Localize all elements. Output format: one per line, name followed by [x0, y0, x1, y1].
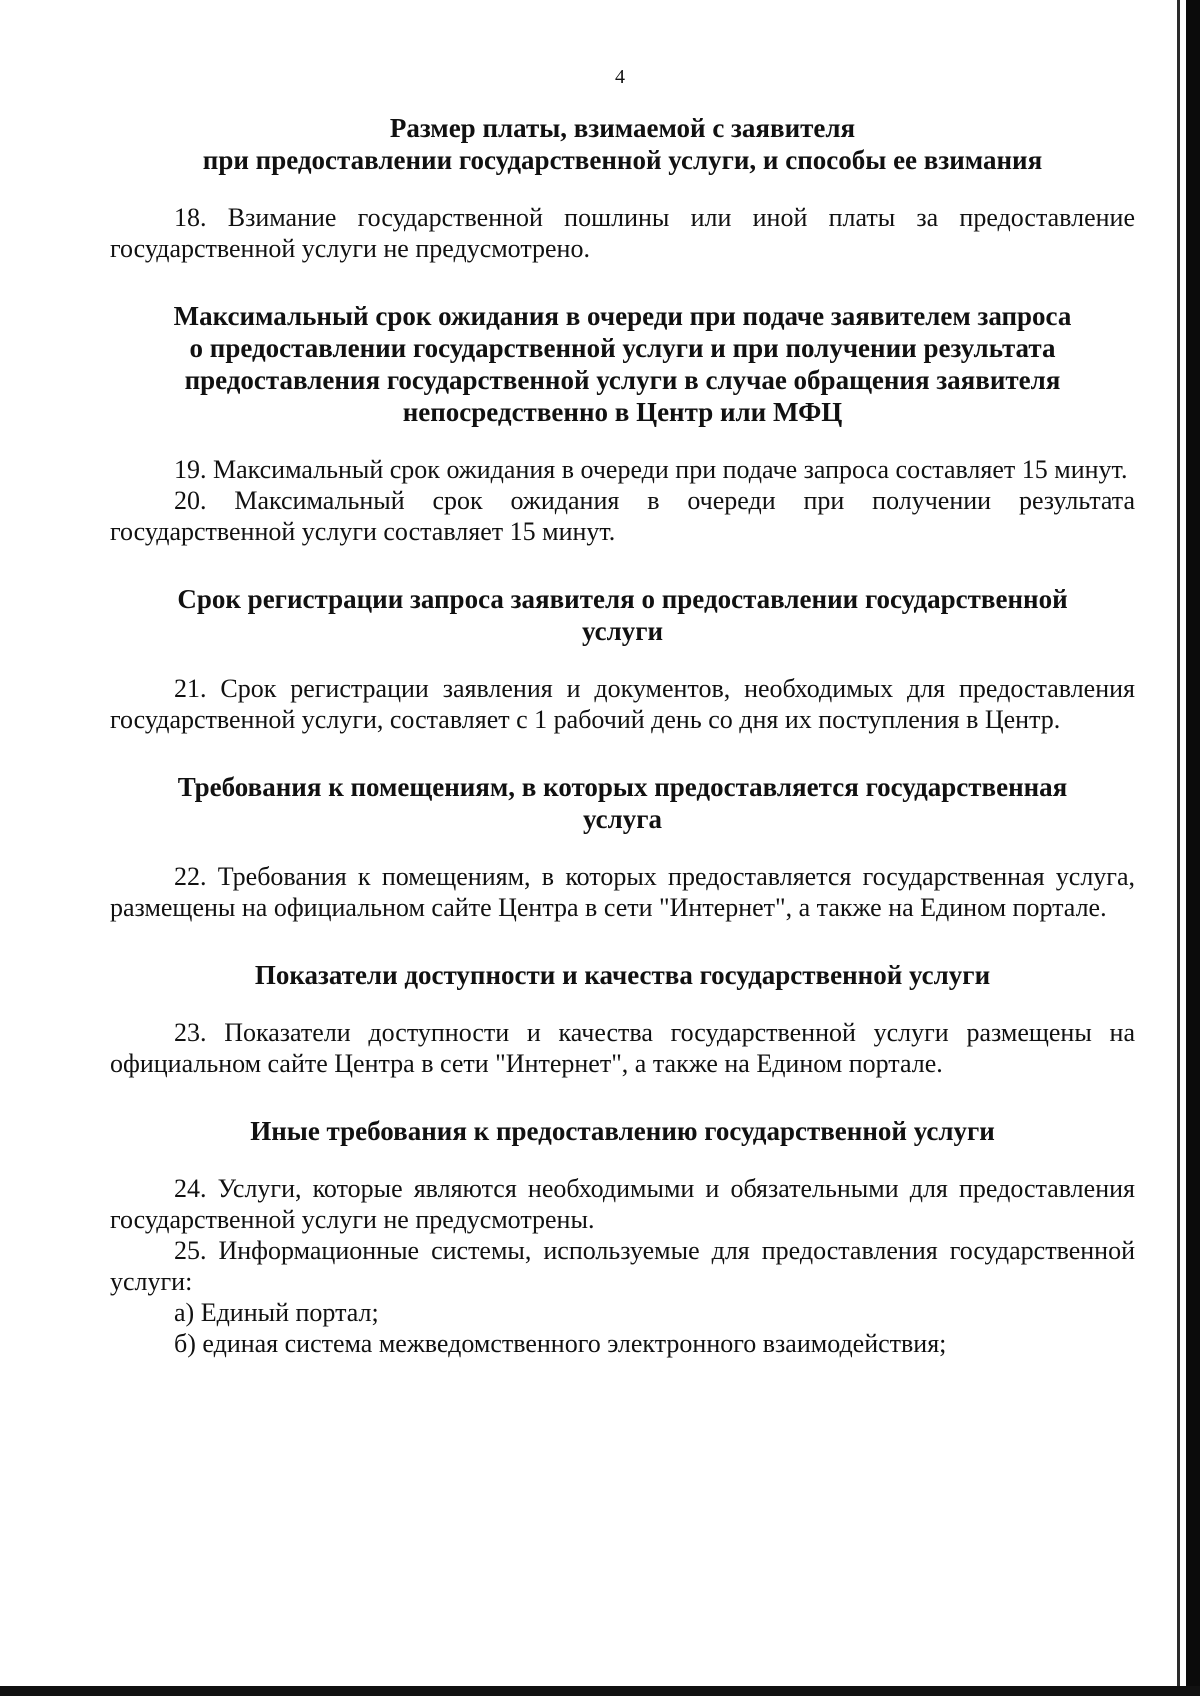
- heading-line: Максимальный срок ожидания в очереди при подаче заявителем запроса: [173, 301, 1072, 331]
- scan-edge-border: [1186, 0, 1200, 1696]
- page-number: 4: [615, 66, 625, 88]
- section-heading-registration: [110, 583, 1135, 647]
- paragraph-25: 25. Информационные системы, используемые для предоставления государственной услуги:: [110, 1236, 1135, 1296]
- scan-edge-line: [1177, 0, 1180, 1696]
- paragraph-21: 21. Срок регистрации заявления и документов, необходимых для предоставления государственной услуги, составляет с 1 рабочий день со дня их поступления в Центр.: [110, 674, 1135, 734]
- heading-line: Иные требования к предоставлению государственной услуги: [250, 1116, 995, 1146]
- heading-line: Показатели доступности и качества государственной услуги: [254, 960, 991, 990]
- heading-line: Требования к помещениям, в которых предоставляется государственная: [177, 772, 1068, 802]
- document-body: [110, 112, 1135, 1359]
- list-item: а) Единый портал;: [174, 1298, 379, 1327]
- section-heading-other-requirements: [110, 1115, 1135, 1147]
- heading-line: услуги: [581, 616, 664, 646]
- list-item: б) единая система межведомственного электронного взаимодействия;: [174, 1329, 947, 1358]
- scan-bottom-border: [0, 1686, 1200, 1696]
- paragraph-22: 22. Требования к помещениям, в которых предоставляется государственная услуга, размещены на официальном сайте Центра в сети "Интернет", а также на Едином портале.: [110, 862, 1135, 922]
- heading-line: непосредственно в Центр или МФЦ: [402, 397, 843, 427]
- paragraph-23: 23. Показатели доступности и качества государственной услуги размещены на официальном сайте Центра в сети "Интернет", а также на Едином портале.: [110, 1018, 1135, 1078]
- paragraph-24: 24. Услуги, которые являются необходимыми и обязательными для предоставления государственной услуги не предусмотрены.: [110, 1174, 1135, 1234]
- heading-line: при предоставлении государственной услуги, и способы ее взимания: [202, 145, 1043, 175]
- section-heading-fee: [110, 112, 1135, 176]
- heading-line: о предоставлении государственной услуги и при получении результата: [189, 333, 1056, 363]
- heading-line: Размер платы, взимаемой с заявителя: [389, 113, 856, 143]
- section-heading-quality: [110, 959, 1135, 991]
- section-heading-queue-time: [110, 300, 1135, 428]
- section-heading-premises: [110, 771, 1135, 835]
- paragraph-18: 18. Взимание государственной пошлины или иной платы за предоставление государственной услуги не предусмотрено.: [110, 203, 1135, 263]
- paragraph-20: 20. Максимальный срок ожидания в очереди при получении результата государственной услуги составляет 15 минут.: [110, 486, 1135, 546]
- heading-line: предоставления государственной услуги в случае обращения заявителя: [184, 365, 1061, 395]
- heading-line: услуга: [582, 804, 663, 834]
- paragraph-19: 19. Максимальный срок ожидания в очереди при подаче запроса составляет 15 минут.: [174, 455, 1128, 484]
- heading-line: Срок регистрации запроса заявителя о предоставлении государственной: [177, 584, 1068, 614]
